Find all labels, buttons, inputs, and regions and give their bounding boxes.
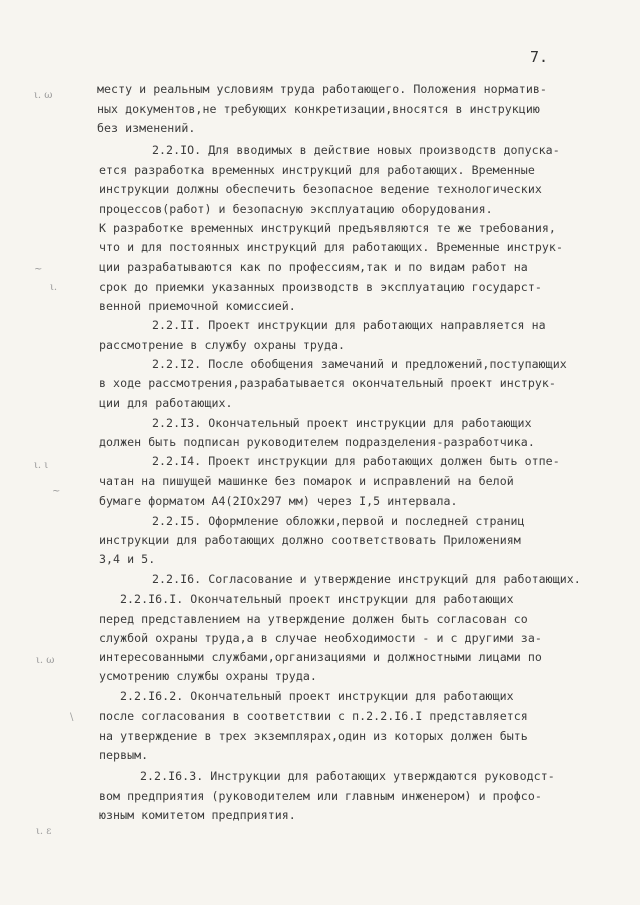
text-line: вом предприятия (руководителем или главным инженером) и профсо- <box>99 789 542 803</box>
text-line: ции разрабатываются как по профессиям,так и по видам работ на <box>99 260 528 274</box>
text-line: в ходе рассмотрения,разрабатывается окончательный проект инструк- <box>99 376 556 390</box>
text-line: ных документов,не требующих конкретизации,вносятся в инструкцию <box>97 102 540 116</box>
text-line: инструкции должны обеспечить безопасное ведение технологических <box>99 182 542 196</box>
margin-mark: ι. ω <box>36 655 55 666</box>
margin-mark: \ <box>70 712 74 723</box>
margin-mark: ~ <box>34 264 43 275</box>
text-line: 2.2.I4. Проект инструкции для работающих должен быть отпе- <box>152 454 560 468</box>
text-line: месту и реальным условиям труда работающего. Положения норматив- <box>97 82 547 96</box>
text-line: 2.2.IO. Для вводимых в действие новых производств допуска- <box>152 143 560 157</box>
text-line: на утверждение в трех экземплярах,один из которых должен быть <box>99 729 528 743</box>
text-line: бумаге форматом А4(2IOx297 мм) через I,5 интервала. <box>99 494 458 508</box>
text-line: 2.2.I6.I. Окончательный проект инструкции для работающих <box>120 592 514 606</box>
text-line: процессов(работ) и безопасную эксплуатацию оборудования. <box>99 202 493 216</box>
text-line: 2.2.I6. Согласование и утверждение инструкций для работающих. <box>152 572 581 586</box>
text-line: инструкции для работающих должно соответствовать Приложениям <box>99 533 521 547</box>
text-line: службой охраны труда,а в случае необходимости - и с другими за- <box>99 631 542 645</box>
text-line: первым. <box>99 748 149 762</box>
text-line: 2.2.I5. Оформление обложки,первой и последней страниц <box>152 514 525 528</box>
text-line: К разработке временных инструкций предъявляются те же требования, <box>99 221 556 235</box>
margin-mark: ~ <box>52 486 61 497</box>
text-line: юзным комитетом предприятия. <box>99 808 296 822</box>
margin-mark: ι. ω <box>34 90 53 101</box>
text-line: 2.2.I2. После обобщения замечаний и предложений,поступающих <box>152 357 567 371</box>
margin-mark: ι. <box>50 282 58 293</box>
text-line: перед представлением на утверждение должен быть согласован со <box>99 612 528 626</box>
text-line: что и для постоянных инструкций для работающих. Временные инструк- <box>99 240 563 254</box>
text-line: 3,4 и 5. <box>99 552 156 566</box>
text-line: ции для работающих. <box>99 396 233 410</box>
text-line: после согласования в соответствии с п.2.2.I6.I представляется <box>99 709 528 723</box>
text-line: 2.2.I6.3. Инструкции для работающих утверждаются руководст- <box>140 769 555 783</box>
text-line: рассмотрение в службу охраны труда. <box>99 338 346 352</box>
text-line: 2.2.II. Проект инструкции для работающих направляется на <box>152 318 546 332</box>
text-line: интересованными службами,организациями и должностными лицами по <box>99 650 542 664</box>
text-line: чатан на пишущей машинке без помарок и исправлений на белой <box>99 474 514 488</box>
text-line: срок до приемки указанных производств в эксплуатацию государст- <box>99 280 542 294</box>
margin-mark: ι. ε <box>36 826 52 837</box>
text-line: ется разработка временных инструкций для работающих. Временные <box>99 163 535 177</box>
text-line: без изменений. <box>97 121 196 135</box>
page-number: 7. <box>530 48 549 66</box>
text-line: усмотрению службы охраны труда. <box>99 669 317 683</box>
text-line: должен быть подписан руководителем подразделения-разработчика. <box>99 435 535 449</box>
text-line: 2.2.I3. Окончательный проект инструкции для работающих <box>152 416 532 430</box>
text-line: 2.2.I6.2. Окончательный проект инструкции для работающих <box>120 689 514 703</box>
margin-mark: ι. ι <box>34 460 49 471</box>
text-line: венной приемочной комиссией. <box>99 299 296 313</box>
